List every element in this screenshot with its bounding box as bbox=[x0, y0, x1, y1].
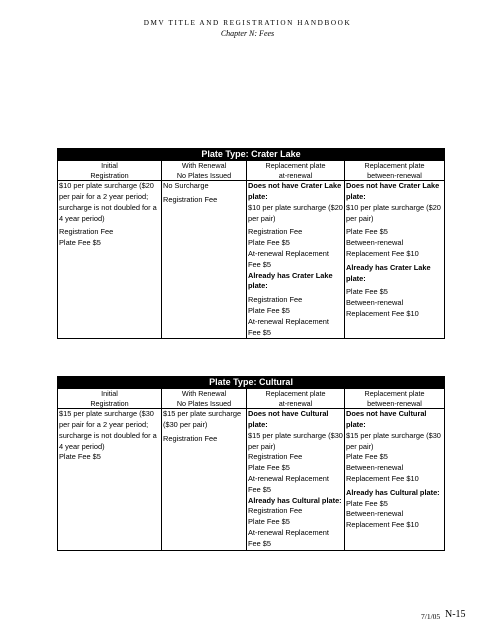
crater-lake-column-headers bbox=[58, 161, 445, 181]
cultural-fee-table bbox=[57, 376, 445, 551]
crater-lake-between-renewal-cell: Does not have Crater Lake plate: $10 per plate surcharge ($20 per pair) Plate Fee $5 Between-renewal Replacement Fee $10 Already has Crater Lake plate: Plate Fee $5 Between-renewal Replacement Fee $10 bbox=[345, 181, 445, 339]
handbook-title: DMV TITLE AND REGISTRATION HANDBOOK bbox=[143, 19, 352, 27]
crater-lake-initial-cell: $10 per plate surcharge ($20 per pair for a 2 year period; surcharge is not doubled for a 4 year period) Registration Fee Plate Fee $5 bbox=[58, 181, 162, 339]
column-header-between-renewal: Replacement plate between-renewal bbox=[345, 389, 445, 409]
cultural-between-renewal-cell: Does not have Cultural plate: $15 per plate surcharge ($30 per pair) Plate Fee $5 Between-renewal Replacement Fee $10 Already has Cultural plate: Plate Fee $5 Between-renewal Replacement Fee $10 bbox=[345, 409, 445, 550]
cultural-initial-cell: $15 per plate surcharge ($30 per pair for a 2 year period; surcharge is not doubled for a 4 year period) Plate Fee $5 bbox=[58, 409, 162, 550]
revision-date: 7/1/05 bbox=[421, 612, 441, 621]
column-header-initial: Initial Registration bbox=[58, 389, 162, 409]
crater-lake-fee-table bbox=[57, 148, 445, 339]
cultural-column-headers bbox=[58, 389, 445, 409]
chapter-title: Chapter N: Fees bbox=[220, 29, 275, 38]
crater-lake-at-renewal-cell: Does not have Crater Lake plate: $10 per plate surcharge ($20 per pair) Registration Fee Plate Fee $5 At-renewal Replacement Fee $5 Already has Crater Lake plate: Registration Fee Plate Fee $5 At-renewal Replacement Fee $5 bbox=[247, 181, 345, 339]
crater-lake-renewal-cell: No Surcharge Registration Fee bbox=[162, 181, 247, 339]
column-header-initial: Initial Registration bbox=[58, 161, 162, 181]
cultural-renewal-cell: $15 per plate surcharge ($30 per pair) Registration Fee bbox=[162, 409, 247, 550]
cultural-table-title: Plate Type: Cultural bbox=[58, 377, 445, 389]
crater-lake-table-title: Plate Type: Crater Lake bbox=[58, 149, 445, 161]
page-number: N-15 bbox=[445, 609, 466, 620]
column-header-between-renewal: Replacement plate between-renewal bbox=[345, 161, 445, 181]
document-header bbox=[0, 18, 495, 39]
cultural-fee-row bbox=[58, 409, 445, 550]
crater-lake-fee-row bbox=[58, 181, 445, 339]
column-header-renewal: With Renewal No Plates Issued bbox=[162, 161, 247, 181]
column-header-renewal: With Renewal No Plates Issued bbox=[162, 389, 247, 409]
column-header-at-renewal: Replacement plate at-renewal bbox=[247, 161, 345, 181]
column-header-at-renewal: Replacement plate at-renewal bbox=[247, 389, 345, 409]
cultural-at-renewal-cell: Does not have Cultural plate: $15 per plate surcharge ($30 per pair) Registration Fee Plate Fee $5 At-renewal Replacement Fee $5 Already has Cultural plate: Registration Fee Plate Fee $5 At-renewal Replacement Fee $5 bbox=[247, 409, 345, 550]
